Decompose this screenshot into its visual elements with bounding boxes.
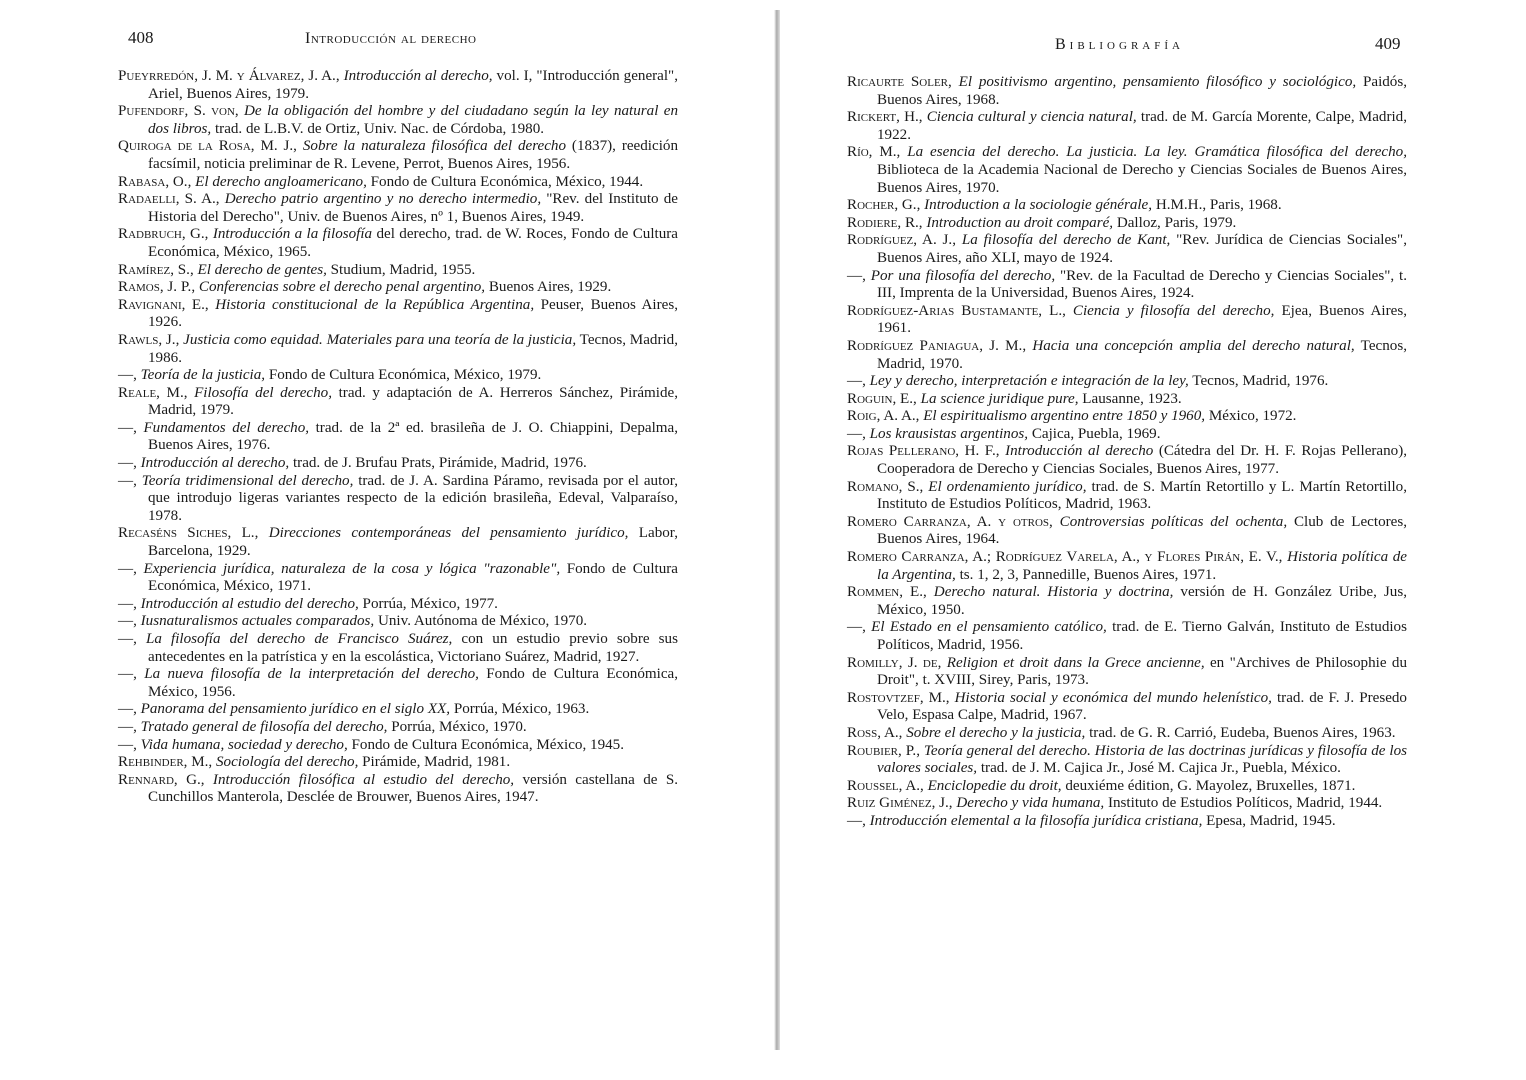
entry-author: —, xyxy=(118,595,137,612)
entry-author: Pufendorf, S. von, xyxy=(118,103,239,120)
bibliography-entry xyxy=(847,549,1407,584)
bibliography-entry xyxy=(847,584,1407,619)
entry-details: Paidós, Buenos Aires, 1968. xyxy=(877,74,1407,108)
entry-details: Lausanne, 1923. xyxy=(1082,390,1182,407)
entry-title: Historia social y económica del mundo helenístico, xyxy=(954,689,1272,706)
entry-details: "Rev. de la Facultad de Derecho y Ciencias Sociales", t. III, Imprenta de la Universidad, Buenos Aires, 1924. xyxy=(877,267,1407,302)
bibliography-entry xyxy=(847,619,1407,654)
bibliography-entry xyxy=(118,613,678,631)
bibliography-list xyxy=(847,74,1407,831)
entry-author: Rodríguez Paniagua, J. M., xyxy=(847,337,1027,354)
entry-title: Derecho patrio argentino y no derecho intermedio, xyxy=(224,191,542,208)
entry-title: Panorama del pensamiento jurídico en el siglo XX, xyxy=(140,701,451,718)
bibliography-entry xyxy=(118,719,678,737)
entry-title: Direcciones contemporáneas del pensamiento jurídico, xyxy=(268,525,629,542)
entry-author: Rodríguez, A. J., xyxy=(847,232,956,249)
entry-title: Derecho natural. Historia y doctrina, xyxy=(933,584,1174,601)
entry-details: Porrúa, México, 1963. xyxy=(453,701,590,718)
entry-details: Dalloz, Paris, 1979. xyxy=(1116,214,1237,231)
entry-author: —, xyxy=(118,455,137,472)
bibliography-entry xyxy=(847,338,1407,373)
entry-author: Rocher, G., xyxy=(847,197,921,214)
entry-author: Radbruch, G., xyxy=(118,226,209,243)
entry-details: Porrúa, México, 1977. xyxy=(362,595,498,612)
entry-title: Religion et droit dans la Grece ancienne, xyxy=(946,654,1205,671)
bibliography-entry xyxy=(118,297,678,332)
entry-details: trad. de J. Brufau Prats, Pirámide, Madrid, 1976. xyxy=(292,455,587,472)
bibliography-entry xyxy=(847,144,1407,197)
entry-details: Studium, Madrid, 1955. xyxy=(330,261,476,278)
entry-author: —, xyxy=(118,613,137,630)
entry-details: Fondo de Cultura Económica, México, 1956. xyxy=(148,666,678,700)
entry-author: —, xyxy=(118,631,137,647)
entry-author: —, xyxy=(847,373,866,390)
page-number: 408 xyxy=(128,28,154,47)
bibliography-entry xyxy=(118,367,678,385)
entry-author: Pueyrredón, J. M. y Álvarez, J. A., xyxy=(118,68,340,84)
entry-title: La nueva filosofía de la interpretación del derecho, xyxy=(144,666,479,683)
entry-author: Quiroga de la Rosa, M. J., xyxy=(118,138,297,155)
entry-title: De la obligación del hombre y del ciudadano según la ley natural en dos libros, xyxy=(148,103,678,137)
page-number: 409 xyxy=(1375,34,1401,53)
bibliography-entry xyxy=(118,332,678,367)
bibliography-entry xyxy=(847,443,1407,478)
entry-details: Tecnos, Madrid, 1976. xyxy=(1192,373,1329,390)
bibliography-entry xyxy=(118,420,678,455)
entry-title: Controversias políticas del ochenta, xyxy=(1059,513,1288,530)
entry-title: Experiencia jurídica, naturaleza de la cosa y lógica "razonable", xyxy=(143,560,561,577)
entry-title: El derecho angloamericano, xyxy=(195,173,367,190)
entry-author: Romilly, J. de, xyxy=(847,654,942,671)
entry-details: trad. de F. J. Presedo Velo, Espasa Calpe, Madrid, 1967. xyxy=(877,689,1407,724)
bibliography-entry xyxy=(847,690,1407,725)
entry-author: —, xyxy=(847,267,866,284)
entry-details: trad. de la 2ª ed. brasileña de J. O. Chiappini, Depalma, Buenos Aires, 1976. xyxy=(148,419,679,454)
entry-details: Univ. Autónoma de México, 1970. xyxy=(377,613,588,630)
entry-author: Reale, M., xyxy=(118,384,188,401)
entry-details: Ejea, Buenos Aires, 1961. xyxy=(877,302,1407,337)
entry-details: Porrúa, México, 1970. xyxy=(391,718,527,735)
entry-details: versión castellana de S. Cunchillos Manterola, Desclée de Brouwer, Buenos Aires, 1947. xyxy=(148,771,679,806)
entry-title: Introducción al derecho xyxy=(1005,443,1154,460)
entry-details: deuxiéme édition, G. Mayolez, Bruxelles, 1871. xyxy=(1065,777,1356,794)
entry-title: Introducción filosófica al estudio del derecho, xyxy=(212,771,515,788)
entry-details: Fondo de Cultura Económica, México, 1971. xyxy=(148,560,678,595)
entry-details: trad. de E. Tierno Galván, Instituto de Estudios Políticos, Madrid, 1956. xyxy=(877,619,1407,653)
bibliography-entry xyxy=(118,385,678,420)
bibliography-entry xyxy=(118,631,678,666)
entry-author: Rehbinder, M., xyxy=(118,754,213,771)
entry-title: El positivismo argentino, pensamiento filosófico y sociológico, xyxy=(958,74,1357,90)
entry-title: Vida humana, sociedad y derecho, xyxy=(140,736,348,753)
bibliography-entry xyxy=(118,473,678,526)
entry-author: Ruiz Giménez, J., xyxy=(847,795,953,812)
entry-title: Los krausistas argentinos, xyxy=(869,425,1029,442)
entry-title: Conferencias sobre el derecho penal argentino, xyxy=(198,279,486,296)
running-head: Introducción al derecho xyxy=(305,30,477,47)
entry-title: Hacia una concepción amplia del derecho natural, xyxy=(1032,337,1355,354)
entry-title: Filosofía del derecho, xyxy=(194,384,333,401)
entry-details: Cajica, Puebla, 1969. xyxy=(1031,425,1161,442)
entry-title: Fundamentos del derecho, xyxy=(143,419,310,436)
entry-author: —, xyxy=(118,367,137,384)
bibliography-entry xyxy=(847,743,1407,778)
entry-details: trad. de L.B.V. de Ortiz, Univ. Nac. de Córdoba, 1980. xyxy=(214,120,545,137)
entry-title: Ciencia cultural y ciencia natural, xyxy=(926,109,1137,126)
bibliography-entry xyxy=(118,561,678,596)
entry-title: Introduction au droit comparé, xyxy=(926,214,1114,231)
entry-title: Teoría tridimensional del derecho, xyxy=(141,472,354,489)
entry-author: —, xyxy=(118,718,137,735)
bibliography-entry xyxy=(118,262,678,280)
entry-title: Teoría de la justicia, xyxy=(140,367,266,384)
entry-title: Por una filosofía del derecho, xyxy=(870,267,1056,284)
entry-author: Rodiere, R., xyxy=(847,214,923,231)
entry-author: Ricaurte Soler, xyxy=(847,74,952,90)
bibliography-entry xyxy=(847,778,1407,796)
entry-details: Biblioteca de la Academia Nacional de Derecho y Ciencias Sociales de Buenos Aires, Buenos Aires, 1970. xyxy=(877,161,1407,196)
entry-details: trad. de G. R. Carrió, Eudeba, Buenos Aires, 1963. xyxy=(1089,724,1396,741)
bibliography-entry xyxy=(118,772,678,807)
entry-author: Romero Carranza, A.; Rodríguez Varela, A., y Flores Pirán, E. V., xyxy=(847,549,1283,566)
entry-title: Ley y derecho, interpretación e integración de la ley, xyxy=(869,373,1189,390)
entry-details: Tecnos, Madrid, 1986. xyxy=(148,331,678,366)
entry-title: Iusnaturalismos actuales comparados, xyxy=(140,613,375,630)
entry-details: Pirámide, Madrid, 1981. xyxy=(362,754,511,771)
entry-title: La filosofía del derecho de Francisco Suárez, xyxy=(145,631,453,647)
entry-title: Introducción al derecho, xyxy=(140,455,290,472)
entry-details: Buenos Aires, 1929. xyxy=(488,279,612,296)
entry-author: Recaséns Siches, L., xyxy=(118,525,259,542)
right-page xyxy=(763,0,1526,1080)
entry-author: Roubier, P., xyxy=(847,742,920,759)
entry-author: Rommen, E., xyxy=(847,584,927,601)
entry-details: "Rev. Jurídica de Ciencias Sociales", Buenos Aires, año XLI, mayo de 1924. xyxy=(877,232,1407,266)
entry-author: —, xyxy=(847,812,866,829)
entry-details: ts. 1, 2, 3, Pannedille, Buenos Aires, 1971. xyxy=(959,566,1217,583)
entry-title: La science juridique pure, xyxy=(920,390,1079,407)
entry-title: Introducción al estudio del derecho, xyxy=(140,595,359,612)
bibliography-entry xyxy=(847,479,1407,514)
entry-author: —, xyxy=(118,666,137,683)
bibliography-entry xyxy=(118,226,678,261)
entry-title: Historia constitucional de la República Argentina, xyxy=(215,296,535,313)
bibliography-entry xyxy=(118,596,678,614)
bibliography-entry xyxy=(847,514,1407,549)
bibliography-entry xyxy=(118,701,678,719)
entry-title: El Estado en el pensamiento católico, xyxy=(871,619,1107,636)
bibliography-entry xyxy=(847,373,1407,391)
entry-author: Ross, A., xyxy=(847,724,903,741)
bibliography-entry xyxy=(847,74,1407,109)
bibliography-entry xyxy=(118,191,678,226)
entry-title: Justicia como equidad. Materiales para una teoría de la justicia, xyxy=(183,331,577,348)
bibliography-entry xyxy=(847,426,1407,444)
entry-author: Rojas Pellerano, H. F., xyxy=(847,443,1000,460)
bibliography-entry xyxy=(847,197,1407,215)
entry-author: Roussel, A., xyxy=(847,777,924,794)
bibliography-entry xyxy=(118,754,678,772)
entry-title: Ciencia y filosofía del derecho, xyxy=(1072,302,1275,319)
entry-author: —, xyxy=(847,619,866,636)
bibliography-list xyxy=(118,68,678,807)
entry-details: H.M.H., Paris, 1968. xyxy=(1155,197,1282,214)
entry-author: Radaelli, S. A., xyxy=(118,191,220,208)
entry-title: El espiritualismo argentino entre 1850 y 1960, xyxy=(923,408,1206,425)
bibliography-entry xyxy=(847,268,1407,303)
entry-author: Rostovtzef, M., xyxy=(847,689,950,706)
bibliography-entry xyxy=(847,109,1407,144)
entry-details: Fondo de Cultura Económica, México, 1944. xyxy=(370,173,644,190)
entry-details: Peuser, Buenos Aires, 1926. xyxy=(148,296,678,331)
entry-title: Historia política de la Argentina, xyxy=(877,549,1407,583)
bibliography-entry xyxy=(847,408,1407,426)
entry-author: —, xyxy=(118,736,137,753)
entry-author: Rickert, H., xyxy=(847,109,923,126)
bibliography-entry xyxy=(847,303,1407,338)
bibliography-entry xyxy=(118,103,678,138)
bibliography-entry xyxy=(118,737,678,755)
entry-author: Rawls, J., xyxy=(118,331,180,348)
entry-details: vol. I, "Introducción general", Ariel, Buenos Aires, 1979. xyxy=(148,68,678,102)
entry-details: Fondo de Cultura Económica, México, 1945. xyxy=(351,736,624,753)
entry-author: Ramos, J. P., xyxy=(118,279,196,296)
entry-author: Roig, A. A., xyxy=(847,408,920,425)
entry-details: versión de H. González Uribe, Jus, México, 1950. xyxy=(877,584,1407,618)
entry-details: (Cátedra del Dr. H. F. Rojas Pellerano), Cooperadora de Derecho y Ciencias Sociales, Buenos Aires, 1977. xyxy=(877,443,1408,478)
entry-details: Club de Lectores, Buenos Aires, 1964. xyxy=(877,513,1407,548)
bibliography-entry xyxy=(118,666,678,701)
entry-details: del derecho, trad. de W. Roces, Fondo de Cultura Económica, México, 1965. xyxy=(148,226,678,260)
entry-details: "Rev. del Instituto de Historia del Derecho", Univ. de Buenos Aires, nº 1, Buenos Aires, 1949. xyxy=(148,191,678,225)
bibliography-entry xyxy=(118,279,678,297)
entry-author: Río, M., xyxy=(847,144,901,161)
entry-details: trad. de J. M. Cajica Jr., José M. Cajica Jr., Puebla, México. xyxy=(980,760,1341,777)
bibliography-entry xyxy=(118,174,678,192)
bibliography-entry xyxy=(847,655,1407,690)
bibliography-entry xyxy=(847,725,1407,743)
entry-title: El ordenamiento jurídico, xyxy=(928,478,1087,495)
entry-author: —, xyxy=(118,472,137,489)
bibliography-entry xyxy=(118,525,678,560)
entry-author: —, xyxy=(118,419,137,436)
entry-details: trad. de M. García Morente, Calpe, Madrid, 1922. xyxy=(877,109,1407,143)
bibliography-entry xyxy=(847,391,1407,409)
entry-title: Introduction a la sociologie générale, xyxy=(924,197,1153,214)
entry-title: Enciclopedie du droit, xyxy=(927,777,1062,794)
bibliography-entry xyxy=(118,455,678,473)
entry-details: Instituto de Estudios Políticos, Madrid, 1944. xyxy=(1107,795,1383,812)
entry-details: Labor, Barcelona, 1929. xyxy=(148,525,679,560)
entry-details: en "Archives de Philosophie du Droit", t. XVIII, Sirey, Paris, 1973. xyxy=(877,654,1407,689)
entry-title: Derecho y vida humana, xyxy=(956,795,1105,812)
bibliography-entry xyxy=(847,795,1407,813)
entry-author: —, xyxy=(847,425,866,442)
entry-author: Ravignani, E., xyxy=(118,296,209,313)
bibliography-entry xyxy=(118,68,678,103)
entry-author: Rennard, G., xyxy=(118,771,205,788)
entry-title: La esencia del derecho. La justicia. La ley. Gramática filosófica del derecho, xyxy=(907,144,1407,161)
entry-author: Rabasa, O., xyxy=(118,173,192,190)
entry-title: Introducción elemental a la filosofía jurídica cristiana, xyxy=(869,812,1203,829)
entry-details: Epesa, Madrid, 1945. xyxy=(1206,812,1336,829)
entry-author: —, xyxy=(118,701,137,718)
entry-author: Rodríguez-Arias Bustamante, L., xyxy=(847,302,1066,319)
entry-details: trad. de J. A. Sardina Páramo, revisada por el autor, que introdujo ligeras variantes respecto de la edición brasileña, Edeval, Valparaíso, 1978. xyxy=(148,472,679,524)
entry-title: Introducción al derecho, xyxy=(343,68,493,84)
entry-details: con un estudio previo sobre sus antecedentes en la patrística y en la escolástica, Victoriano Suárez, Madrid, 1927. xyxy=(148,631,678,665)
entry-title: Sobre el derecho y la justicia, xyxy=(906,724,1086,741)
entry-author: Romero Carranza, A. y otros, xyxy=(847,513,1053,530)
entry-title: El derecho de gentes, xyxy=(197,261,327,278)
entry-title: Introducción a la filosofía xyxy=(212,226,373,243)
entry-author: Romano, S., xyxy=(847,478,924,495)
entry-title: La filosofía del derecho de Kant, xyxy=(961,232,1171,249)
entry-title: Tratado general de filosofía del derecho, xyxy=(140,718,388,735)
bibliography-entry xyxy=(118,138,678,173)
running-head: Bibliografía xyxy=(1055,36,1184,53)
entry-author: —, xyxy=(118,560,137,577)
bibliography-entry xyxy=(847,215,1407,233)
entry-title: Sobre la naturaleza filosófica del derecho xyxy=(302,138,567,155)
entry-details: México, 1972. xyxy=(1208,408,1297,425)
entry-title: Teoría general del derecho. Historia de las doctrinas jurídicas y filosofía de los valores sociales, xyxy=(877,742,1408,777)
bibliography-entry xyxy=(847,813,1407,831)
entry-details: trad. y adaptación de A. Herreros Sánchez, Pirámide, Madrid, 1979. xyxy=(148,384,678,419)
entry-details: (1837), reedición facsímil, noticia preliminar de R. Levene, Perrot, Buenos Aires, 1956. xyxy=(148,138,678,172)
entry-details: trad. de S. Martín Retortillo y L. Martín Retortillo, Instituto de Estudios Políticos, Madrid, 1963. xyxy=(877,478,1407,513)
entry-title: Sociología del derecho, xyxy=(215,754,359,771)
bibliography-entry xyxy=(847,232,1407,267)
entry-details: Fondo de Cultura Económica, México, 1979. xyxy=(268,367,542,384)
entry-author: Ramírez, S., xyxy=(118,261,194,278)
entry-author: Roguin, E., xyxy=(847,390,917,407)
entry-details: Tecnos, Madrid, 1970. xyxy=(877,337,1407,372)
